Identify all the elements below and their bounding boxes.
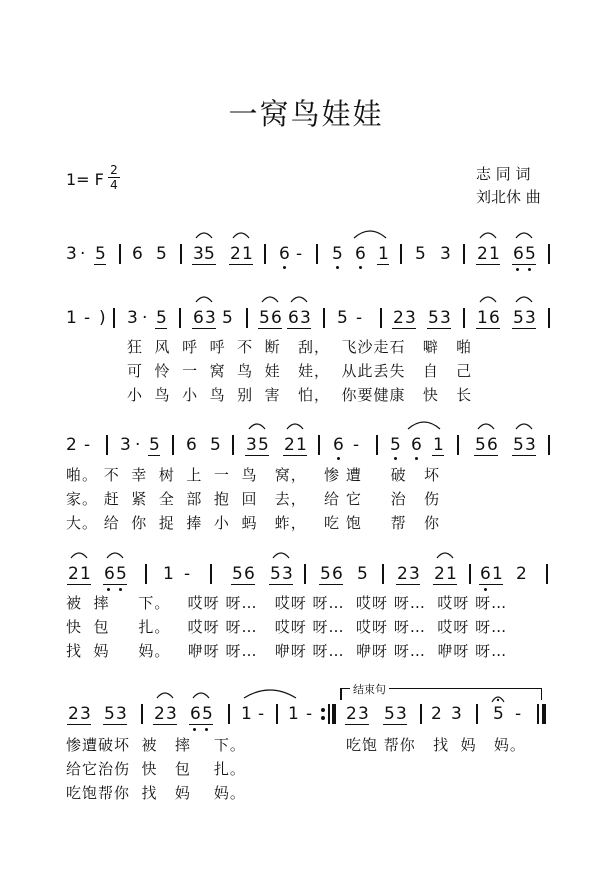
note: 1 — [288, 704, 299, 724]
barline — [179, 308, 181, 328]
barline — [548, 244, 550, 264]
barline — [548, 435, 550, 455]
time-signature-bottom: 4 — [110, 178, 118, 192]
barline — [276, 704, 278, 724]
barline — [172, 435, 174, 455]
note: 1 — [296, 435, 307, 455]
dash: - — [84, 308, 91, 328]
final-barline-thick — [542, 704, 546, 724]
note: 5 — [513, 308, 524, 328]
note: 2 — [230, 244, 241, 264]
barline — [376, 435, 378, 455]
barline — [113, 308, 115, 328]
note: 3 — [440, 244, 451, 264]
note: 3 — [282, 564, 293, 584]
lyric-line: 大。 给 你 捉 捧 小 蚂 蚱， 吃 饱 帮 你 — [66, 514, 440, 532]
note: 1 — [80, 564, 91, 584]
slur — [354, 231, 386, 238]
note: 3 — [300, 308, 311, 328]
barline — [232, 435, 234, 455]
note: 5 — [149, 435, 160, 455]
barline — [382, 564, 384, 584]
note: 3 — [525, 435, 536, 455]
dash: - — [84, 435, 91, 455]
lyric-line: 狂 风 呼 呼 不 断 刮， 飞沙走石 噼 啪 — [127, 338, 473, 356]
note: 5 — [332, 244, 343, 264]
note: 2 — [516, 564, 527, 584]
note: 5 — [513, 435, 524, 455]
note: 5 — [270, 564, 281, 584]
note: 6 — [489, 308, 500, 328]
barline — [228, 704, 230, 724]
end-bracket-left — [340, 688, 342, 700]
time-signature — [108, 164, 120, 191]
note: 6 — [332, 564, 343, 584]
barline — [420, 704, 422, 724]
dash: - — [356, 308, 363, 328]
note: 5 — [357, 564, 368, 584]
dot-note: · — [135, 435, 141, 455]
note: 3 — [66, 244, 77, 264]
slur — [107, 553, 123, 558]
repeat-dot — [321, 708, 325, 712]
note: 3 — [80, 704, 91, 724]
bracket: ) — [99, 308, 106, 328]
lyric-line: 可 怜 一 窝 鸟 娃 娃， 从此丢失 自 己 — [127, 362, 473, 380]
repeat-dot — [321, 716, 325, 720]
final-barline — [537, 704, 539, 724]
note: 5 — [232, 564, 243, 584]
dash: - — [353, 435, 360, 455]
note: 5 — [320, 564, 331, 584]
note: 3 — [120, 435, 131, 455]
barline — [476, 704, 478, 724]
note: 1 — [241, 704, 252, 724]
lyric-line: 啪。 不 幸 树 上 一 鸟 窝， 惨 遭 破 坏 — [66, 466, 440, 484]
note: 2 — [431, 704, 442, 724]
note: 1 — [433, 435, 444, 455]
slur — [193, 693, 209, 698]
dash: - — [515, 704, 522, 724]
note: 6 — [513, 244, 524, 264]
note: 1 — [163, 564, 174, 584]
note: 2 — [66, 435, 77, 455]
barline — [316, 244, 318, 264]
note: 1 — [492, 564, 503, 584]
note: 6 — [190, 704, 201, 724]
note: 1 — [477, 308, 488, 328]
lyric-line: 惨遭破坏 被 摔 下。 — [66, 736, 246, 754]
slur — [196, 233, 212, 238]
note: 3 — [451, 704, 462, 724]
note: 5 — [95, 244, 106, 264]
slur — [262, 297, 278, 302]
note: 5 — [384, 704, 395, 724]
lyric-line: 吃饱帮你 找 妈 妈。 — [66, 784, 246, 802]
repeat-barline — [328, 704, 330, 724]
note: 2 — [397, 564, 408, 584]
lyric-line: 找 妈 妈。 咿呀 呀… 咿呀 呀… 咿呀 呀… 咿呀 呀… — [66, 642, 508, 660]
song-title: 一窝鸟娃娃 — [228, 97, 384, 131]
note: 6 — [104, 564, 115, 584]
barline — [145, 564, 147, 584]
note: 6 — [288, 308, 299, 328]
barline — [400, 244, 402, 264]
note: 3 — [127, 308, 138, 328]
note: 3 — [409, 564, 420, 584]
slur — [157, 693, 173, 698]
tie — [244, 690, 296, 698]
key-signature: 1= F — [66, 170, 104, 189]
slur — [478, 424, 494, 429]
slur — [291, 297, 307, 302]
slur — [273, 553, 289, 558]
slur — [480, 233, 496, 238]
slur — [233, 233, 249, 238]
barline — [210, 564, 212, 584]
note: 5 — [104, 704, 115, 724]
slur — [287, 424, 303, 429]
note: 2 — [393, 308, 404, 328]
dash: - — [296, 244, 303, 264]
barline — [141, 704, 143, 724]
note: 6 — [355, 244, 366, 264]
note: 2 — [477, 244, 488, 264]
slur — [516, 233, 532, 238]
lyric-line: 被 摔 下。 哎呀 呀… 哎呀 呀… 哎呀 呀… 哎呀 呀… — [66, 594, 508, 612]
note: 1 — [446, 564, 457, 584]
lyric-line: 快 包 扎。 哎呀 呀… 哎呀 呀… 哎呀 呀… 哎呀 呀… — [66, 618, 508, 636]
note: 2 — [284, 435, 295, 455]
end-phrase-label: 结束句 — [350, 681, 389, 697]
barline — [463, 244, 465, 264]
barline — [546, 564, 548, 584]
fermata-arc — [492, 697, 504, 702]
repeat-barline-thick — [332, 704, 336, 724]
composer-credit: 刘北休 曲 — [476, 188, 541, 206]
lyric-line: 小 鸟 小 鸟 别 害 怕， 你要健康 快 长 — [127, 386, 473, 404]
note: 6 — [333, 435, 344, 455]
note: 5 — [258, 435, 269, 455]
note: 5 — [337, 308, 348, 328]
slur — [480, 297, 496, 302]
note: 2 — [346, 704, 357, 724]
note: 3 — [440, 308, 451, 328]
note: 6 — [480, 564, 491, 584]
barline — [119, 244, 121, 264]
slur — [196, 297, 212, 302]
dash: - — [184, 564, 191, 584]
dash: - — [306, 704, 313, 724]
note: 5 — [222, 308, 233, 328]
lyric-line: 家。 赶 紧 全 部 抱 回 去， 给 它 治 伤 — [66, 490, 440, 508]
barline — [106, 435, 108, 455]
note: 3 — [166, 704, 177, 724]
note: 3 — [525, 308, 536, 328]
end-bracket-right — [541, 688, 542, 700]
barline — [323, 308, 325, 328]
note: 5 — [493, 704, 504, 724]
barline — [380, 308, 382, 328]
barline — [469, 564, 471, 584]
slur — [516, 297, 532, 302]
note: 5 — [415, 244, 426, 264]
note: 3 — [405, 308, 416, 328]
note: 5 — [525, 244, 536, 264]
ending-lyric-line: 吃饱 帮你 找 妈 妈。 — [346, 736, 526, 754]
barline — [264, 244, 266, 264]
dash: - — [258, 704, 265, 724]
note: 6 — [244, 564, 255, 584]
slur — [516, 424, 532, 429]
note: 2 — [154, 704, 165, 724]
barline — [463, 308, 465, 328]
dot-note: · — [142, 308, 148, 328]
note: 1 — [242, 244, 253, 264]
note: 2 — [434, 564, 445, 584]
note: 5 — [390, 435, 401, 455]
slur — [249, 424, 265, 429]
note: 1 — [378, 244, 389, 264]
note: 5 — [204, 244, 215, 264]
note: 2 — [68, 564, 79, 584]
note: 6 — [193, 308, 204, 328]
lyric-line: 给它治伤 快 包 扎。 — [66, 760, 246, 778]
note: 5 — [428, 308, 439, 328]
slur — [437, 553, 453, 558]
note: 5 — [475, 435, 486, 455]
fermata-dot — [497, 699, 499, 701]
barline — [548, 308, 550, 328]
note: 3 — [193, 244, 204, 264]
note: 5 — [116, 564, 127, 584]
barline — [457, 435, 459, 455]
barline — [304, 564, 306, 584]
note: 3 — [246, 435, 257, 455]
barline — [246, 308, 248, 328]
note: 1 — [66, 308, 77, 328]
note: 6 — [279, 244, 290, 264]
note: 6 — [132, 244, 143, 264]
note: 6 — [487, 435, 498, 455]
slur — [71, 553, 87, 558]
note: 6 — [186, 435, 197, 455]
note: 5 — [156, 308, 167, 328]
time-signature-top: 2 — [110, 163, 118, 177]
note: 5 — [202, 704, 213, 724]
note: 5 — [156, 244, 167, 264]
barline — [180, 244, 182, 264]
dot-note: · — [80, 244, 86, 264]
lyricist-credit: 志 同 词 — [476, 165, 531, 183]
barline — [318, 435, 320, 455]
note: 5 — [210, 435, 221, 455]
note: 2 — [68, 704, 79, 724]
slur — [408, 422, 440, 429]
note: 6 — [271, 308, 282, 328]
note: 6 — [411, 435, 422, 455]
note: 1 — [489, 244, 500, 264]
note: 3 — [205, 308, 216, 328]
note: 3 — [396, 704, 407, 724]
note: 5 — [259, 308, 270, 328]
note: 3 — [116, 704, 127, 724]
note: 3 — [358, 704, 369, 724]
